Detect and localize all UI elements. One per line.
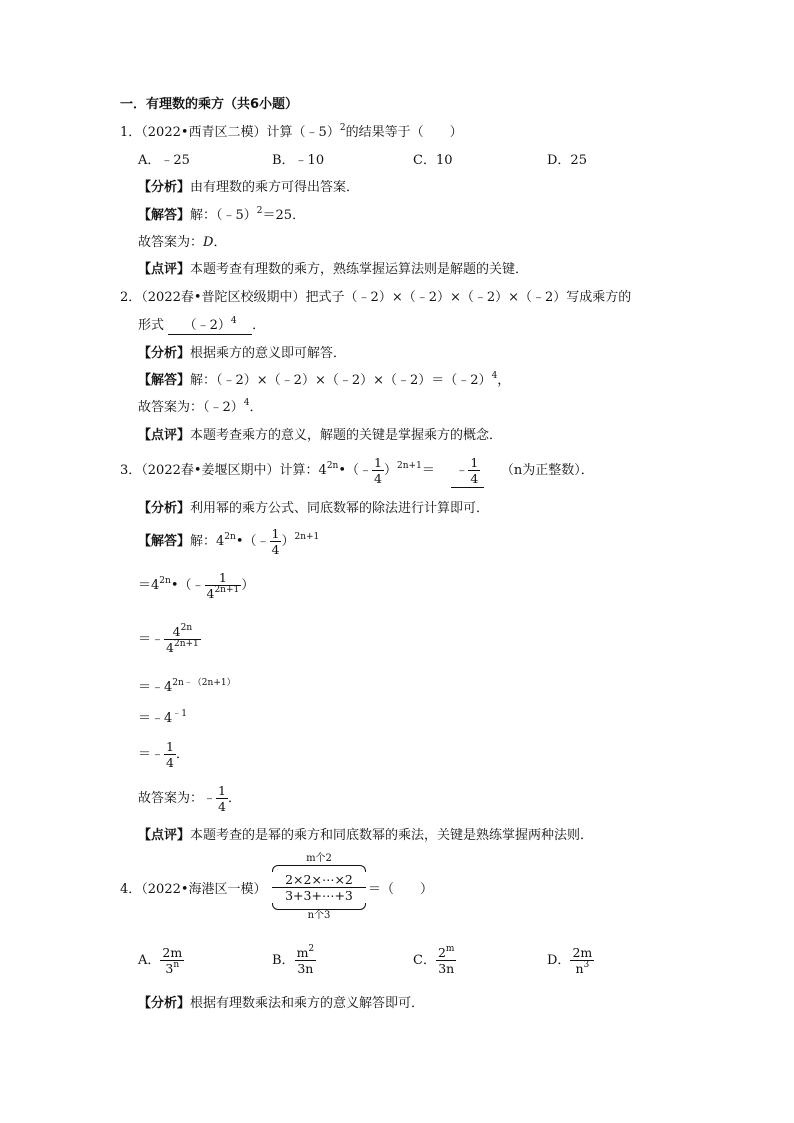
question-number: 4． [120, 882, 142, 897]
q1-option-b: B．﹣10 [272, 153, 325, 168]
q2-solution: 【解答】解：（﹣2）×（﹣2）×（﹣2）×（﹣2）＝（﹣2）$^4$， [138, 371, 511, 388]
question-source: （2022•海港区一模） [141, 882, 267, 897]
q3-solution-step6: ＝﹣ $\frac{1}{4}$ ． [138, 739, 189, 770]
question-2-stem: 2．（2022春•普陀区校级期中）把式子（﹣2）×（﹣2）×（﹣2）×（﹣2）写成乘方的 [120, 290, 632, 305]
question-3-stem: 3．（2022春•姜堰区期中）计算：$4^{2n}•(﹣$ $\frac{1}{4}$ ）$^{2n+1}$＝ ﹣ $\frac{1}{4}$ （n为正整数）． [120, 455, 594, 486]
fraction: $\frac{1}{4}$ [218, 783, 226, 814]
q4-option-a: A． $\frac{2m}{3^n}$ [138, 945, 183, 976]
q4-option-d: D． $\frac{2m}{n^3}$ [547, 945, 593, 976]
fraction: $\frac{1}{4}$ [374, 455, 382, 486]
q2-analysis: 【分析】根据乘方的意义即可解答． [138, 346, 347, 361]
q2-comment: 【点评】本题考查乘方的意义，解题的关键是掌握乘方的概念． [138, 428, 503, 443]
q3-analysis: 【分析】利用幂的乘方公式、同底数幂的除法进行计算即可． [138, 501, 490, 516]
q3-solution-step5: $=﹣4^{﹣1}$ [138, 709, 188, 726]
fraction: $\frac{1}{4}$ [166, 739, 174, 770]
fraction: $\frac{1}{4^{2n+1}}$ [206, 570, 240, 601]
fraction: $\frac{2^m}{3n}$ [437, 944, 455, 976]
fraction: $\frac{2m}{3^n}$ [162, 945, 183, 976]
q4-option-c: C． $\frac{2^m}{3n}$ [413, 944, 455, 976]
fraction: $\frac{m^2}{3n}$ [296, 944, 315, 976]
q2-answer: 故答案为：（﹣2）$^4$． [138, 398, 263, 415]
q4-option-b: B． $\frac{m^2}{3n}$ [272, 944, 315, 976]
q3-solution-step3: ＝﹣ $\frac{4^{2n}}{4^{2n+1}}$ [138, 623, 199, 655]
underbrace [272, 903, 366, 910]
fraction: $\frac{2m}{n^3}$ [572, 945, 593, 976]
q3-solution-step2: $=4^{2n}•(﹣$ $\frac{1}{4^{2n+1}}$ ） [138, 570, 255, 601]
answer-blank: ﹣ $\frac{1}{4}$ [435, 455, 501, 488]
q1-analysis: 【分析】由有理数的乘方可得出答案． [138, 180, 360, 195]
question-4-stem-prefix [120, 882, 267, 898]
overbrace [272, 865, 366, 872]
question-source: （2022春•普陀区校级期中） [141, 290, 306, 305]
q3-answer: 故答案为：﹣ $\frac{1}{4}$ ． [138, 783, 241, 814]
fraction: $\frac{4^{2n}}{4^{2n+1}}$ [166, 623, 199, 655]
question-number: 3． [120, 463, 142, 478]
q1-option-a: A．﹣25 [138, 153, 190, 168]
q1-option-c: C．10 [413, 153, 453, 168]
q1-answer: 故答案为：D． [138, 235, 227, 250]
fraction: $\frac{1}{4}$ [271, 526, 280, 557]
question-2-stem-line2: 形式 （﹣2）$^4$ ． [138, 316, 266, 333]
question-number: 2． [120, 290, 142, 305]
q3-comment: 【点评】本题考查的是幂的乘方和同底数幂的乘法，关键是熟练掌握两种法则． [138, 828, 594, 843]
question-1-stem: 1．（2022•西青区二模）计算（﹣5）$^2$的结果等于（ ） [120, 123, 463, 140]
answer-blank: （﹣2）$^4$ [168, 318, 252, 335]
q4-analysis: 【分析】根据有理数乘法和乘方的意义解答即可． [138, 996, 425, 1011]
q3-solution-step1: 【解答】解：$4^{2n}•(﹣$ $\frac{1}{4}$ ）$^{2n+1}$ [138, 526, 320, 557]
q1-comment: 【点评】本题考查有理数的乘方，熟练掌握运算法则是解题的关键． [138, 262, 529, 277]
question-source: （2022•西青区二模） [141, 125, 267, 140]
question-source: （2022春•姜堰区期中） [141, 463, 280, 478]
question-number: 1． [120, 125, 142, 140]
q1-solution: 【解答】解：（﹣5）$^2$＝25． [138, 206, 306, 223]
q3-solution-step4: $=﹣4^{2n﹣(2n+1)}$ [138, 678, 236, 695]
q4-brace-fraction: m个2 2×2×⋯×2 3+3+⋯+3 n个3 [272, 853, 366, 922]
q1-option-d: D．25 [547, 153, 587, 168]
section-title: 一．有理数的乘方（共6小题） [120, 97, 299, 112]
question-4-stem-suffix: ＝（ ） [368, 882, 434, 897]
fraction: $\frac{1}{4}$ [470, 455, 479, 486]
